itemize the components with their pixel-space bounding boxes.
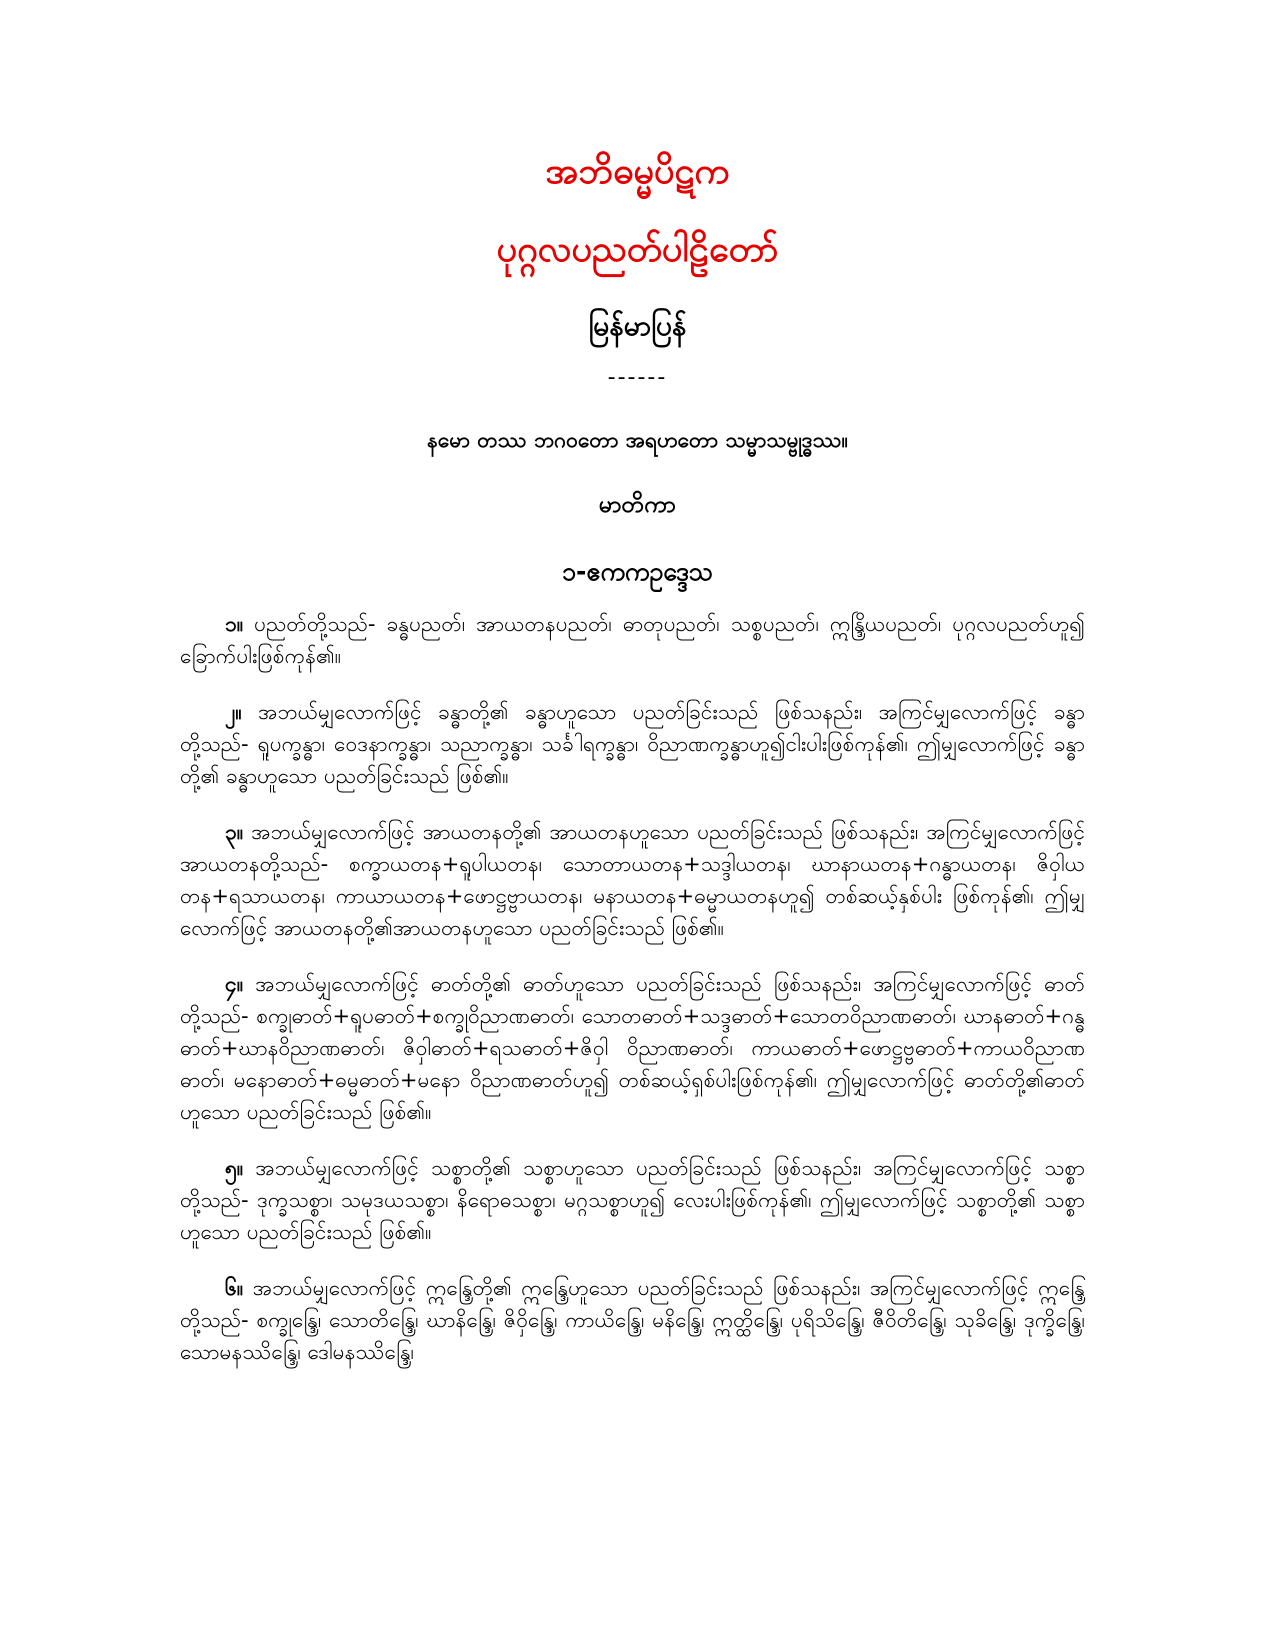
paragraph [180,1152,1085,1248]
title-line-2: ပုဂ္ဂလပညတ်ပါဠိတော် [496,229,779,270]
paragraph [180,1272,1085,1368]
subsection-heading: ၁-ဧကကဥဒ္ဒေသ [561,557,714,586]
homage-line: နမော တဿ ဘဂဝတော အရဟတော သမ္မာသမ္ဗုဒ္ဓဿ။ [427,428,848,452]
paragraph [180,696,1085,792]
divider: ------ [607,365,668,390]
title-line-1: အဘိဓမ္မပိဋက [545,151,730,192]
paragraph-text: အဘယ်မျှလောက်ဖြင့် ဓာတ်တို့၏ ဓာတ်ဟူသော ပညတ်ခြင်းသည် ဖြစ်သနည်း၊ အကြင်မျှလောက်ဖြင့် ဓာတ်တို့သည်- စက္ခုဓာတ်+ရူပဓာတ်+စက္ခုဝိညာဏဓာတ်၊ သောတဓာတ်+သဒ္ဒဓာတ်+သောတဝိညာဏဓာတ်၊ ဃာနဓာတ်+ဂန္ဓဓာတ်+ဃာနဝိညာဏဓာတ်၊ ဇိဝှါဓာတ်+ရသဓာတ်+ဇိဝှါ ဝိညာဏဓာတ်၊ ကာယဓာတ်+ဖောဋ္ဌဗ္ဗဓာတ်+ကာယဝိညာဏဓာတ်၊ မနောဓာတ်+ဓမ္မဓာတ်+မနော ဝိညာဏဓာတ်ဟူ၍ တစ်ဆယ့်ရှစ်ပါးဖြစ်ကုန်၏၊ ဤမျှလောက်ဖြင့် ဓာတ်တို့၏ဓာတ်ဟူသော ပညတ်ခြင်းသည် ဖြစ်၏။ [180,972,1085,1124]
section-heading: မာတိကာ [599,492,676,518]
paragraph-number: ၆။ [225,1276,244,1300]
paragraph [180,608,1085,672]
paragraph [180,816,1085,944]
paragraph-text: အဘယ်မျှလောက်ဖြင့် အာယတနတို့၏ အာယတနဟူသော ပညတ်ခြင်းသည် ဖြစ်သနည်း၊ အကြင်မျှလောက်ဖြင့် အာယတနတို့သည်- စက္ခာယတန+ရူပါယတန၊ သောတာယတန+သဒ္ဒါယတန၊ ဃာနာယတန+ဂန္ဓာယတန၊ ဇိဝှါယတန+ရသာယတန၊ ကာယာယတန+ဖောဋ္ဌဗ္ဗာယတန၊ မနာယတန+ဓမ္မာယတနဟူ၍ တစ်ဆယ့်နှစ်ပါး ဖြစ်ကုန်၏၊ ဤမျှလောက်ဖြင့် အာယတနတို့၏အာယတနဟူသော ပညတ်ခြင်းသည် ဖြစ်၏။ [180,820,1085,940]
paragraph-text: အဘယ်မျှလောက်ဖြင့် သစ္စာတို့၏ သစ္စာဟူသော ပညတ်ခြင်းသည် ဖြစ်သနည်း၊ အကြင်မျှလောက်ဖြင့် သစ္စာတို့သည်- ဒုက္ခသစ္စာ၊ သမုဒယသစ္စာ၊ နိရောဓသစ္စာ၊ မဂ္ဂသစ္စာဟူ၍ လေးပါးဖြစ်ကုန်၏၊ ဤမျှလောက်ဖြင့် သစ္စာတို့၏ သစ္စာဟူသော ပညတ်ခြင်းသည် ဖြစ်၏။ [180,1156,1085,1244]
paragraph-number: ၁။ [225,612,244,636]
subtitle: မြန်မာပြန် [588,309,687,342]
paragraph-number: ၄။ [225,972,244,996]
paragraph [180,968,1085,1128]
paragraph-number: ၃။ [225,820,244,844]
paragraph-text: ပညတ်တို့သည်- ခန္ဓပညတ်၊ အာယတနပညတ်၊ ဓာတုပညတ်၊ သစ္စပညတ်၊ ဣန္ဒြိယပညတ်၊ ပုဂ္ဂလပညတ်ဟူ၍ ခြောက်ပါးဖြစ်ကုန်၏။ [180,612,1085,668]
paragraph-text: အဘယ်မျှလောက်ဖြင့် ဣန္ဒြေတို့၏ ဣန္ဒြေဟူသော ပညတ်ခြင်းသည် ဖြစ်သနည်း၊ အကြင်မျှလောက်ဖြင့် ဣန္ဒြေတို့သည်- စက္ခုန္ဒြေ၊ သောတိန္ဒြေ၊ ဃာနိန္ဒြေ၊ ဇိဝှိန္ဒြေ၊ ကာယိန္ဒြေ၊ မနိန္ဒြေ၊ ဣတ္ထိန္ဒြေ၊ ပုရိသိန္ဒြေ၊ ဇီဝိတိန္ဒြေ၊ သုခိန္ဒြေ၊ ဒုက္ခိန္ဒြေ၊ သောမနဿိန္ဒြေ၊ ဒေါမနဿိန္ဒြေ၊ [180,1276,1085,1364]
paragraph-number: ၅။ [225,1156,244,1180]
paragraph-number: ၂။ [225,700,242,724]
paragraph-list [180,608,1085,1392]
paragraph-text: အဘယ်မျှလောက်ဖြင့် ခန္ဓာတို့၏ ခန္ဓာဟူသော ပညတ်ခြင်းသည် ဖြစ်သနည်း၊ အကြင်မျှလောက်ဖြင့် ခန္ဓာတို့သည်- ရူပက္ခန္ဓာ၊ ဝေဒနာက္ခန္ဓာ၊ သညာက္ခန္ဓာ၊ သင်္ခါရက္ခန္ဓာ၊ ဝိညာဏက္ခန္ဓာဟူ၍ငါးပါးဖြစ်ကုန်၏၊ ဤမျှလောက်ဖြင့် ခန္ဓာတို့၏ ခန္ဓာဟူသော ပညတ်ခြင်းသည် ဖြစ်၏။ [180,700,1085,788]
